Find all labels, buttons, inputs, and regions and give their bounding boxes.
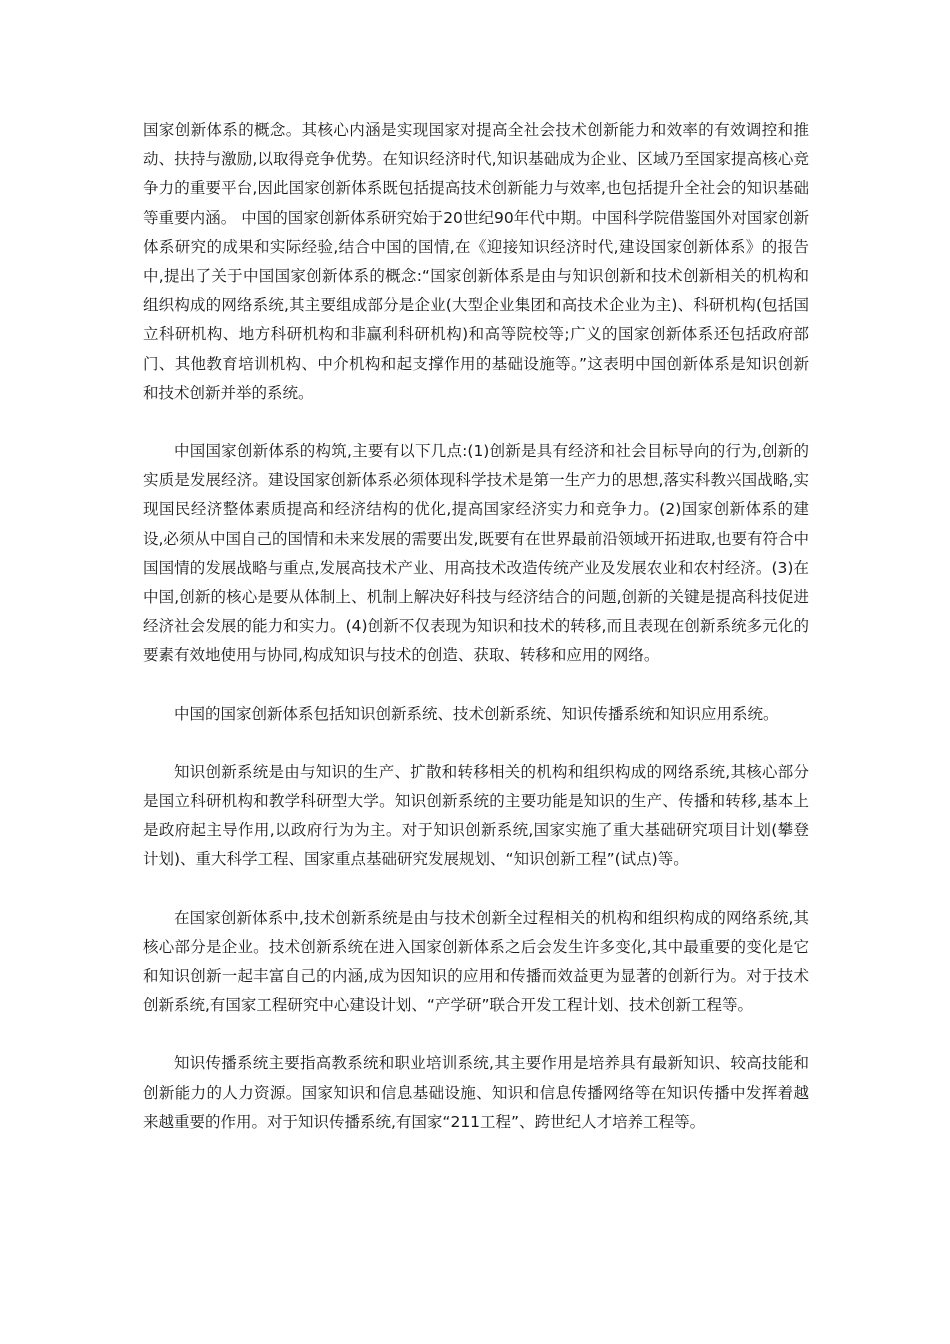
paragraph-construction-points: 中国国家创新体系的构筑,主要有以下几点:(1)创新是具有经济和社会目标导向的行为,创新的实质是发展经济。建设国家创新体系必须体现科学技术是第一生产力的思想,落实科教兴国战略,实现国民经济整体素质提高和经济结构的优化,提高国家经济实力和竞争力。(2)国家创新体系的建设,必须从中国自己的国情和未来发展的需要出发,既要有在世界最前沿领域开拓进取,也要有符合中国国情的发展战略与重点,发展高技术产业、用高技术改造传统产业及发展农业和农村经济。(3)在中国,创新的核心是要从体制上、机制上解决好科技与经济结合的问题,创新的关键是提高科技促进经济社会发展的能力和实力。(4)创新不仅表现为知识和技术的转移,而且表现在创新系统多元化的要素有效地使用与协同,构成知识与技术的创造、获取、转移和应用的网络。 [143, 442, 809, 665]
paragraph-national-innovation-concept: 国家创新体系的概念。其核心内涵是实现国家对提高全社会技术创新能力和效率的有效调控和推动、扶持与激励,以取得竞争优势。在知识经济时代,知识基础成为企业、区域乃至国家提高核心竞争力的重要平台,因此国家创新体系既包括提高技术创新能力与效率,也包括提升全社会的知识基础等重要内涵。 中国的国家创新体系研究始于20世纪90年代中期。中国科学院借鉴国外对国家创新体系研究的成果和实际经验,结合中国的国情,在《迎接知识经济时代,建设国家创新体系》的报告中,提出了关于中国国家创新体系的概念:“国家创新体系是由与知识创新和技术创新相关的机构和组织构成的网络系统,其主要组成部分是企业(大型企业集团和高技术企业为主)、科研机构(包括国立科研机构、地方科研机构和非赢利科研机构)和高等院校等;广义的国家创新体系还包括政府部门、其他教育培训机构、中介机构和起支撑作用的基础设施等。”这表明中国创新体系是知识创新和技术创新并举的系统。 [143, 121, 809, 402]
paragraph-knowledge-innovation: 知识创新系统是由与知识的生产、扩散和转移相关的机构和组织构成的网络系统,其核心部分是国立科研机构和教学科研型大学。知识创新系统的主要功能是知识的生产、传播和转移,基本上是政府起主导作用,以政府行为为主。对于知识创新系统,国家实施了重大基础研究项目计划(攀登计划)、重大科学工程、国家重点基础研究发展规划、“知识创新工程”(试点)等。 [143, 762, 809, 869]
paragraph-knowledge-dissemination: 知识传播系统主要指高教系统和职业培训系统,其主要作用是培养具有最新知识、较高技能和创新能力的人力资源。国家知识和信息基础设施、知识和信息传播网络等在知识传播中发挥着越来越重要的作用。对于知识传播系统,有国家“211工程”、跨世纪人才培养工程等。 [143, 1054, 809, 1131]
paragraph-system-components: 中国的国家创新体系包括知识创新系统、技术创新系统、知识传播系统和知识应用系统。 [174, 704, 779, 723]
paragraph-technology-innovation: 在国家创新体系中,技术创新系统是由与技术创新全过程相关的机构和组织构成的网络系统,其核心部分是企业。技术创新系统在进入国家创新体系之后会发生许多变化,其中最重要的变化是它和知识创新一起丰富自己的内涵,成为因知识的应用和传播而效益更为显著的创新行为。对于技术创新系统,有国家工程研究中心建设计划、“产学研”联合开发工程计划、技术创新工程等。 [143, 908, 809, 1015]
document-body [143, 116, 809, 1166]
